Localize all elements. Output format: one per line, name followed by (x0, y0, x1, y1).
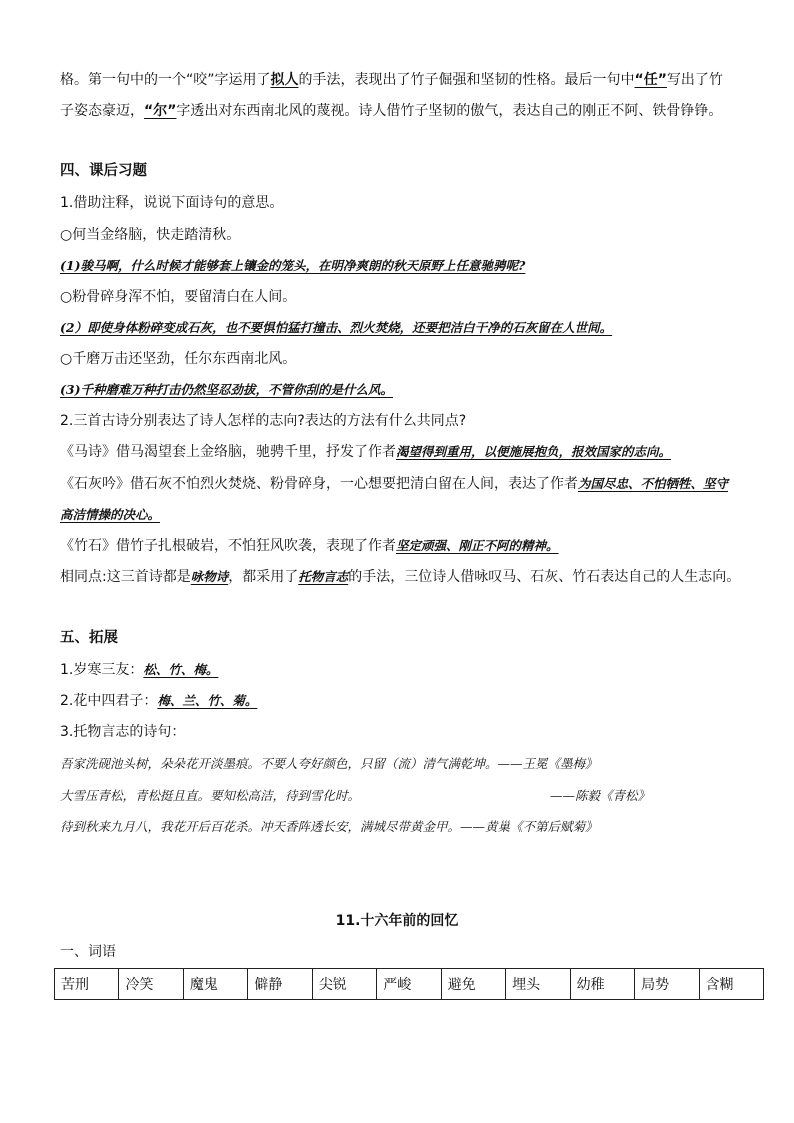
vocab-cell: 严峻 (377, 969, 441, 1000)
text: ，都采用了 (228, 569, 299, 585)
answer-text: 托物言志 (298, 569, 349, 584)
answer-fill: “任” (634, 72, 667, 88)
table-row (55, 969, 764, 1000)
answer-line (60, 474, 758, 494)
answer-fill: 拟人 (270, 72, 299, 88)
answer-line (60, 567, 758, 587)
text: 2.花中四君子： (60, 693, 158, 709)
answer-text: 咏物诗 (190, 569, 229, 584)
text: 1.岁寒三友： (60, 662, 144, 678)
vocab-cell: 局势 (635, 969, 699, 1000)
text: 写出了竹 (666, 72, 723, 88)
vocab-cell: 冷笑 (119, 969, 183, 1000)
answer-fill: “尔” (144, 103, 177, 119)
poem-quote (60, 786, 758, 806)
poem-line: ○千磨万击还坚劲，任尔东西南北风。 (60, 351, 297, 367)
poem-quote: 待到秋来九月八，我花开后百花杀。冲天香阵透长安，满城尽带黄金甲。——黄巢《不第后赋菊》 (60, 819, 598, 834)
lesson-title: 11.十六年前的回忆 (335, 913, 459, 929)
answer-text: 松、竹、梅。 (143, 662, 219, 677)
extension-item (60, 660, 758, 680)
text: 相同点:这三首诗都是 (60, 569, 191, 585)
answer-text: (2）即使身体粉碎变成石灰，也不要惧怕猛打撞击、烈火焚烧，还要把洁白干净的石灰留在人世间。 (60, 320, 613, 335)
answer-line (60, 380, 758, 400)
answer-line (60, 256, 758, 276)
text: 《竹石》借竹子扎根破岩，不怕狂风吹袭，表现了作者 (60, 538, 396, 554)
vocab-cell: 苦刑 (55, 969, 119, 1000)
para-line-1 (60, 70, 758, 90)
answer-text: 高洁情操的决心。 (60, 507, 161, 522)
vocab-cell: 幼稚 (570, 969, 634, 1000)
text: 的手法，三位诗人借咏叹马、石灰、竹石表达自己的人生志向。 (348, 569, 741, 585)
answer-text: 渴望得到重用，以便施展抱负，报效国家的志向。 (396, 444, 672, 459)
answer-line (60, 536, 758, 556)
poem-quote: 吾家洗砚池头树，朵朵花开淡墨痕。不要人夸好颜色，只留（流）清气满乾坤。——王冕《墨梅》 (60, 756, 598, 771)
vocab-cell: 尖锐 (312, 969, 376, 1000)
vocab-table (54, 968, 764, 1000)
answer-line (60, 442, 758, 462)
text: 字运用了 (214, 72, 271, 88)
text: 子姿态豪迈， (60, 103, 144, 119)
question: 2.三首古诗分别表达了诗人怎样的志向?表达的方法有什么共同点? (60, 413, 467, 429)
extension-item: 3.托物言志的诗句： (60, 724, 186, 740)
para-line-2 (60, 101, 758, 121)
section-heading: 五、拓展 (60, 630, 118, 646)
answer-text: (1)骏马啊，什么时候才能够套上镶金的笼头，在明净爽朗的秋天原野上任意驰骋呢? (60, 258, 526, 273)
answer-text: (3)千种磨难万种打击仍然坚忍劲拔，不管你刮的是什么风。 (60, 382, 394, 397)
answer-text: 梅、兰、竹、菊。 (157, 693, 258, 708)
answer-line (60, 505, 758, 525)
vocab-cell: 魔鬼 (183, 969, 247, 1000)
text: 的手法，表现出了竹子倔强和坚韧的性格。最后一句中 (298, 72, 635, 88)
text: 字透出对东西南北风的蔑视。诗人借竹子坚韧的傲气，表达自己的刚正不阿、铁骨铮铮。 (176, 103, 723, 119)
text: 大雪压青松，青松挺且直。要知松高洁，待到雪化时。 (60, 788, 361, 803)
poem-line: ○粉骨碎身浑不怕，要留清白在人间。 (60, 289, 297, 305)
answer-text: 为国尽忠、不怕牺牲、坚守 (578, 476, 729, 491)
answer-text: 坚定顽强、刚正不阿的精神。 (396, 538, 559, 553)
vocab-cell: 含糊 (699, 969, 763, 1000)
question: 1.借助注释，说说下面诗句的意思。 (60, 195, 284, 211)
vocab-cell: 避免 (441, 969, 505, 1000)
vocab-cell: 埋头 (506, 969, 570, 1000)
poem-line: ○何当金络脑，快走踏清秋。 (60, 227, 241, 243)
section-heading: 四、课后习题 (60, 163, 147, 179)
extension-item (60, 691, 758, 711)
text: 《马诗》借马渴望套上金络脑，驰骋千里，抒发了作者 (60, 444, 396, 460)
vocab-cell: 僻静 (248, 969, 312, 1000)
section-heading: 一、词语 (60, 944, 116, 960)
poem-author: ——陈毅《青松》 (550, 788, 651, 803)
text: “咬” (186, 72, 215, 88)
answer-line (60, 318, 758, 338)
text: 格。第一句中的一个 (60, 72, 186, 88)
text: 《石灰吟》借石灰不怕烈火焚烧、粉骨碎身，一心想要把清白留在人间，表达了作者 (60, 476, 578, 492)
